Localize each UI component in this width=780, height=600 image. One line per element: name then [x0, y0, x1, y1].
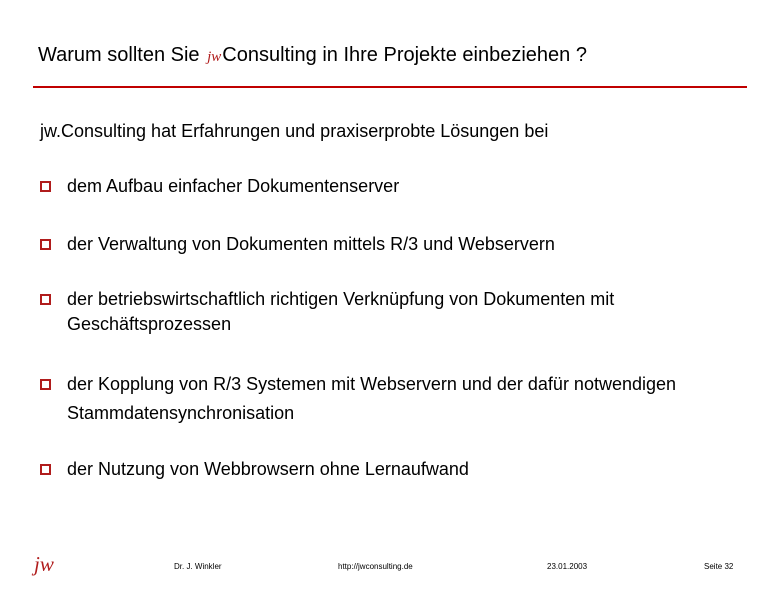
- footer-author: Dr. J. Winkler: [174, 562, 222, 571]
- footer-page-number: Seite 32: [704, 562, 734, 571]
- intro-text: jw.Consulting hat Erfahrungen und praxiserprobte Lösungen bei: [40, 121, 549, 141]
- bullet-text: der betriebswirtschaftlich richtigen Verknüpfung von Dokumenten mit Geschäftsprozessen: [67, 289, 615, 334]
- title-divider: [33, 86, 747, 88]
- bullet-item-1: [40, 172, 750, 201]
- bullet-item-2: [40, 230, 750, 259]
- title-text-before: Warum sollten Sie: [38, 44, 206, 66]
- square-bullet-icon: [40, 379, 51, 390]
- footer-url[interactable]: http://jwconsulting.de: [338, 562, 413, 571]
- bullet-text: der Nutzung von Webbrowsern ohne Lernaufwand: [67, 459, 469, 479]
- bullet-text: der Kopplung von R/3 Systemen mit Webservern und der dafür notwendigen Stammdatensynchronisation: [67, 374, 677, 423]
- bullet-item-4: [40, 370, 750, 428]
- bullet-item-3: [40, 287, 750, 337]
- square-bullet-icon: [40, 181, 51, 192]
- slide-title: [38, 42, 587, 70]
- square-bullet-icon: [40, 239, 51, 250]
- footer-date: 23.01.2003: [547, 562, 588, 571]
- brand-mark-inline: jw: [207, 49, 222, 65]
- footer-logo: jw: [34, 552, 54, 576]
- title-text-after: Consulting in Ihre Projekte einbeziehen ?: [222, 44, 587, 66]
- bullet-text: dem Aufbau einfacher Dokumentenserver: [67, 176, 400, 196]
- square-bullet-icon: [40, 464, 51, 475]
- bullet-text: der Verwaltung von Dokumenten mittels R/3 und Webservern: [67, 234, 555, 254]
- square-bullet-icon: [40, 294, 51, 305]
- bullet-item-5: [40, 455, 750, 484]
